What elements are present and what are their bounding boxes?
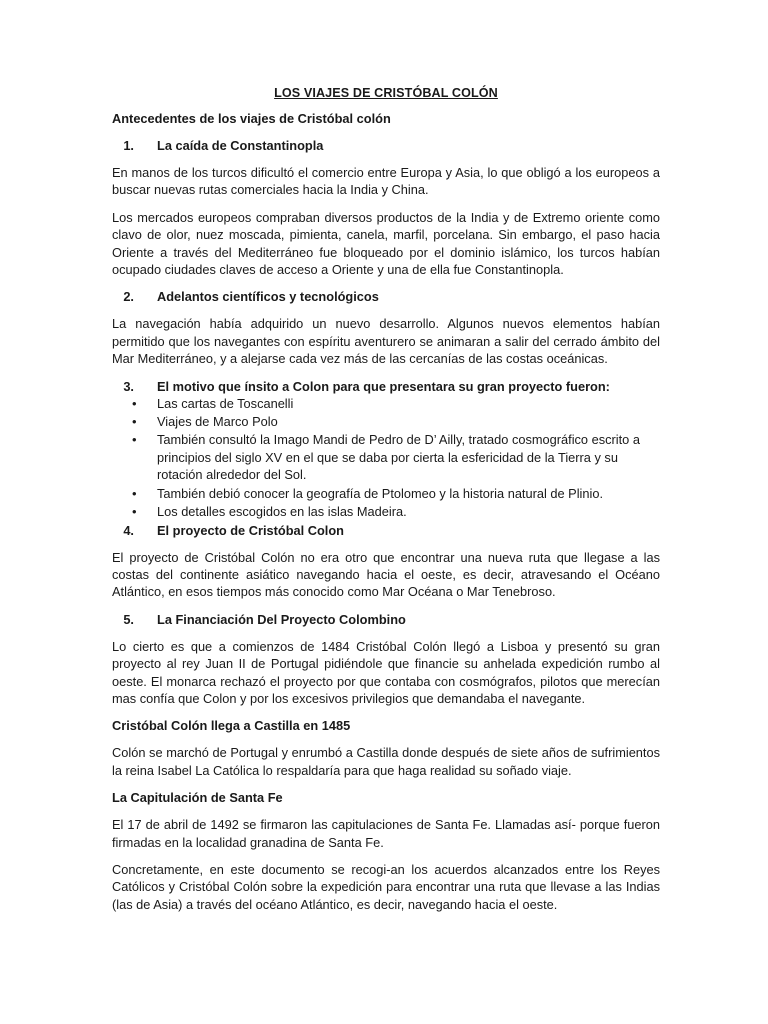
section-1-title: La caída de Constantinopla [157, 138, 324, 153]
list-item: • Los detalles escogidos en las islas Madeira. [112, 503, 660, 520]
section-5-paragraph-1: Lo cierto es que a comienzos de 1484 Cristóbal Colón llegó a Lisboa y presentó su gran proyecto al rey Juan II de Portugal pidiéndole que financie su anhelada expedición rumbo al oeste. El monarca rechazó el proyecto por que contaba con cosmógrafos, pilotos que merecían mas confía que Colon y por los excesivos privilegios que demandaba el navegante. [112, 638, 660, 706]
section-3-title: El motivo que ínsito a Colon para que presentara su gran proyecto fueron: [157, 378, 610, 394]
santa-fe-paragraph-2: Concretamente, en este documento se recogi-an los acuerdos alcanzados entre los Reyes Católicos y Cristóbal Colón sobre la expedición para encontrar una ruta que llevase a las Indias (las de Asia) a través del océano Atlántico, es decir, navegando hacia el oeste. [112, 861, 660, 912]
list-item: • También debió conocer la geografía de Ptolomeo y la historia natural de Plinio. [112, 485, 660, 502]
list-item: • También consultó la Imago Mandi de Pedro de D’ Ailly, tratado cosmográfico escrito a principios del siglo XV en el que se daba por cierta la esfericidad de la Tierra y su rotación alrededor del Sol. [112, 431, 660, 483]
page-title: LOS VIAJES DE CRISTÓBAL COLÓN [274, 86, 498, 100]
section-1-paragraph-1: En manos de los turcos dificultó el comercio entre Europa y Asia, lo que obligó a los europeos a buscar nuevas rutas comerciales hacia la India y China. [112, 165, 660, 198]
section-4-title: El proyecto de Cristóbal Colon [157, 522, 344, 538]
castilla-heading: Cristóbal Colón llega a Castilla en 1485 [112, 718, 351, 734]
section-4-paragraph-1: El proyecto de Cristóbal Colón no era otro que encontrar una nueva ruta que llegase a las costas del continente asiático navegando hacia el oeste, es decir, atravesando el Océano Atlántico, en esos tiempos más conocido como Mar Océana o Mar Tenebroso. [112, 549, 660, 600]
section-4-number: 4. [123, 522, 134, 538]
antecedentes-heading: Antecedentes de los viajes de Cristóbal colón [112, 111, 391, 126]
section-4-heading [112, 522, 660, 539]
section-5-number: 5. [123, 611, 134, 627]
castilla-paragraph-1: Colón se marchó de Portugal y enrumbó a Castilla donde después de siete años de sufrimientos la reina Isabel La Católica lo respaldaría para que haga realidad su soñado viaje. [112, 745, 660, 778]
section-2-title: Adelantos científicos y tecnológicos [157, 289, 379, 305]
santa-fe-paragraph-1: El 17 de abril de 1492 se firmaron las capitulaciones de Santa Fe. Llamadas así- porque fueron firmadas en la localidad granadina de Santa Fe. [112, 817, 660, 850]
santa-fe-heading: La Capitulación de Santa Fe [112, 790, 283, 806]
section-1-paragraph-2: Los mercados europeos compraban diversos productos de la India y de Extremo oriente como clavo de olor, nuez moscada, pimienta, canela, marfil, porcelana. Sin embargo, el paso hacia Oriente a través del Mediterráneo fue bloqueado por el dominio islámico, los turcos habían ocupado ciudades claves de acceso a Oriente y una de ella fue Constantinopla. [112, 209, 660, 278]
section-2-heading [112, 288, 660, 305]
section-3-heading [112, 378, 660, 395]
section-5-heading [112, 611, 660, 628]
list-item: • Viajes de Marco Polo [112, 413, 660, 430]
section-5-title: La Financiación Del Proyecto Colombino [157, 611, 406, 627]
list-item: • Las cartas de Toscanelli [112, 395, 660, 412]
section-2-number: 2. [123, 289, 134, 305]
section-2-paragraph-1: La navegación había adquirido un nuevo desarrollo. Algunos nuevos elementos habían permitido que los navegantes con espíritu aventurero se animaran a salir del cerrado ámbito del Mar Mediterráneo, y a alejarse cada vez más de las cercanías de las costas oceánicas. [112, 316, 660, 367]
section-3-bullet-list [112, 395, 660, 521]
section-1-heading [112, 137, 660, 154]
section-1-number: 1. [123, 138, 134, 153]
section-3-number: 3. [123, 378, 134, 394]
